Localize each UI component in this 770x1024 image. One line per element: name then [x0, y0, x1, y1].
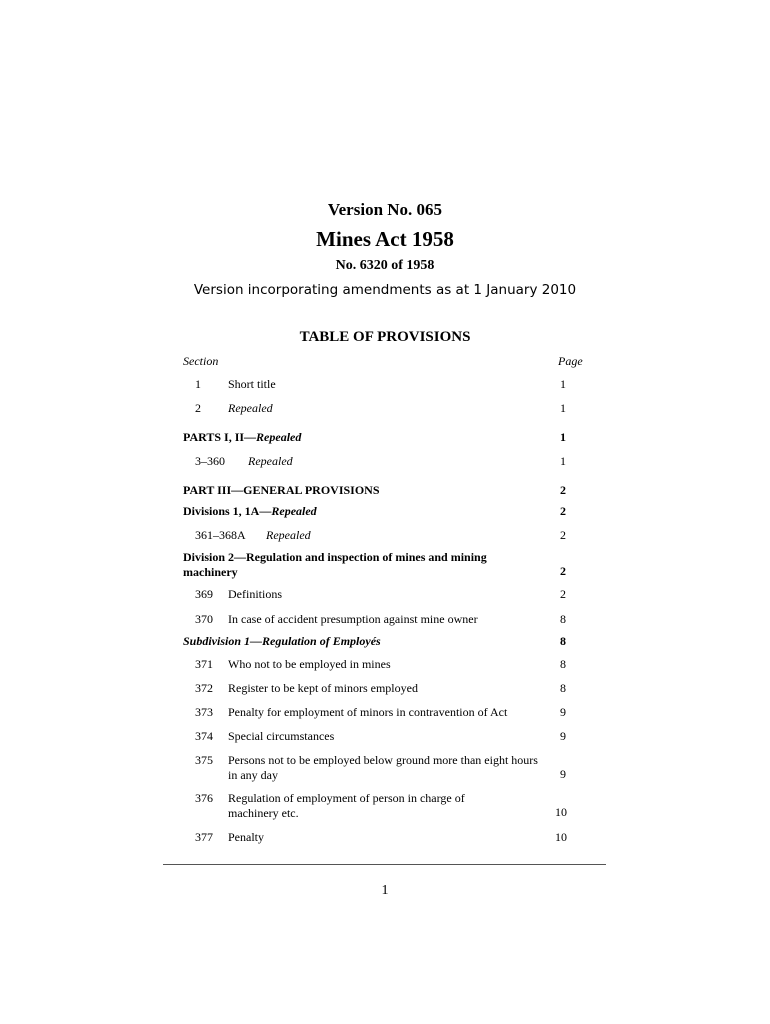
toc-section-number: 3–360	[195, 454, 225, 468]
toc-heading-text: PART III—GENERAL PROVISIONS	[183, 483, 380, 497]
toc-section-number: 373	[195, 705, 213, 719]
toc-heading-italic: Repealed	[271, 504, 317, 518]
toc-page-number: 8	[560, 681, 566, 695]
toc-section-label: Short title	[228, 377, 276, 391]
toc-page-number: 1	[560, 377, 566, 391]
page-column-header: Page	[558, 354, 583, 368]
toc-section-label: Who not to be employed in mines	[228, 657, 391, 671]
toc-page-number: 8	[560, 612, 566, 626]
toc-section-label: Special circumstances	[228, 729, 335, 743]
version-number: Version No. 065	[327, 200, 443, 219]
toc-section-label: Repealed	[228, 401, 273, 415]
toc-section-number: 371	[195, 657, 213, 671]
toc-section-label: Persons not to be employed below ground more than eight hours in any day	[228, 753, 538, 782]
toc-heading-italic: Repealed	[256, 430, 302, 444]
toc-title: TABLE OF PROVISIONS	[299, 329, 471, 345]
toc-section-number: 374	[195, 729, 213, 743]
toc-section-number: 376	[195, 791, 213, 805]
toc-section-number: 370	[195, 612, 213, 626]
amendments-note: Version incorporating amendments as at 1 January 2010	[193, 282, 577, 298]
toc-section-label: In case of accident presumption against mine owner	[228, 612, 478, 626]
toc-section-number: 361–368A	[195, 528, 246, 542]
toc-heading-text: Division 2—Regulation and inspection of mines and mining machinery	[183, 550, 487, 579]
toc-section-label: Regulation of employment of person in charge of machinery etc.	[228, 791, 465, 820]
toc-section-label: Register to be kept of minors employed	[228, 681, 418, 695]
toc-section-number: 375	[195, 753, 213, 767]
toc-page-number: 10	[555, 830, 567, 844]
page-number: 1	[381, 883, 389, 898]
toc-page-number: 2	[560, 528, 566, 542]
toc-section-number: 377	[195, 830, 213, 844]
toc-section-label: Penalty for employment of minors in contravention of Act	[228, 705, 508, 719]
toc-page-number: 9	[560, 767, 566, 781]
act-title: Mines Act 1958	[316, 227, 454, 251]
toc-page-number: 10	[555, 805, 567, 819]
toc-section-label: Repealed	[248, 454, 293, 468]
toc-page-number: 9	[560, 729, 566, 743]
toc-section-label: Penalty	[228, 830, 264, 844]
toc-section-number: 369	[195, 587, 213, 601]
toc-section-label: Definitions	[228, 587, 282, 601]
toc-section-number: 1	[195, 377, 201, 391]
section-column-header: Section	[183, 354, 219, 368]
toc-page-number: 8	[560, 634, 566, 648]
toc-section-number: 2	[195, 401, 201, 415]
toc-heading-text: Divisions 1, 1A—	[183, 504, 272, 518]
toc-page-number: 1	[560, 454, 566, 468]
footer-rule	[163, 864, 606, 865]
toc-page-number: 9	[560, 705, 566, 719]
toc-heading-italic: Subdivision 1—Regulation of Employés	[183, 634, 381, 648]
toc-page-number: 2	[560, 587, 566, 601]
toc-section-label: Repealed	[266, 528, 311, 542]
toc-page-number: 8	[560, 657, 566, 671]
toc-page-number: 2	[560, 483, 566, 497]
toc-page-number: 1	[560, 430, 566, 444]
toc-heading-text: PARTS I, II—	[183, 430, 257, 444]
toc-section-number: 372	[195, 681, 213, 695]
toc-page-number: 2	[560, 504, 566, 518]
toc-page-number: 2	[560, 564, 566, 578]
toc-page-number: 1	[560, 401, 566, 415]
act-number: No. 6320 of 1958	[335, 258, 435, 273]
